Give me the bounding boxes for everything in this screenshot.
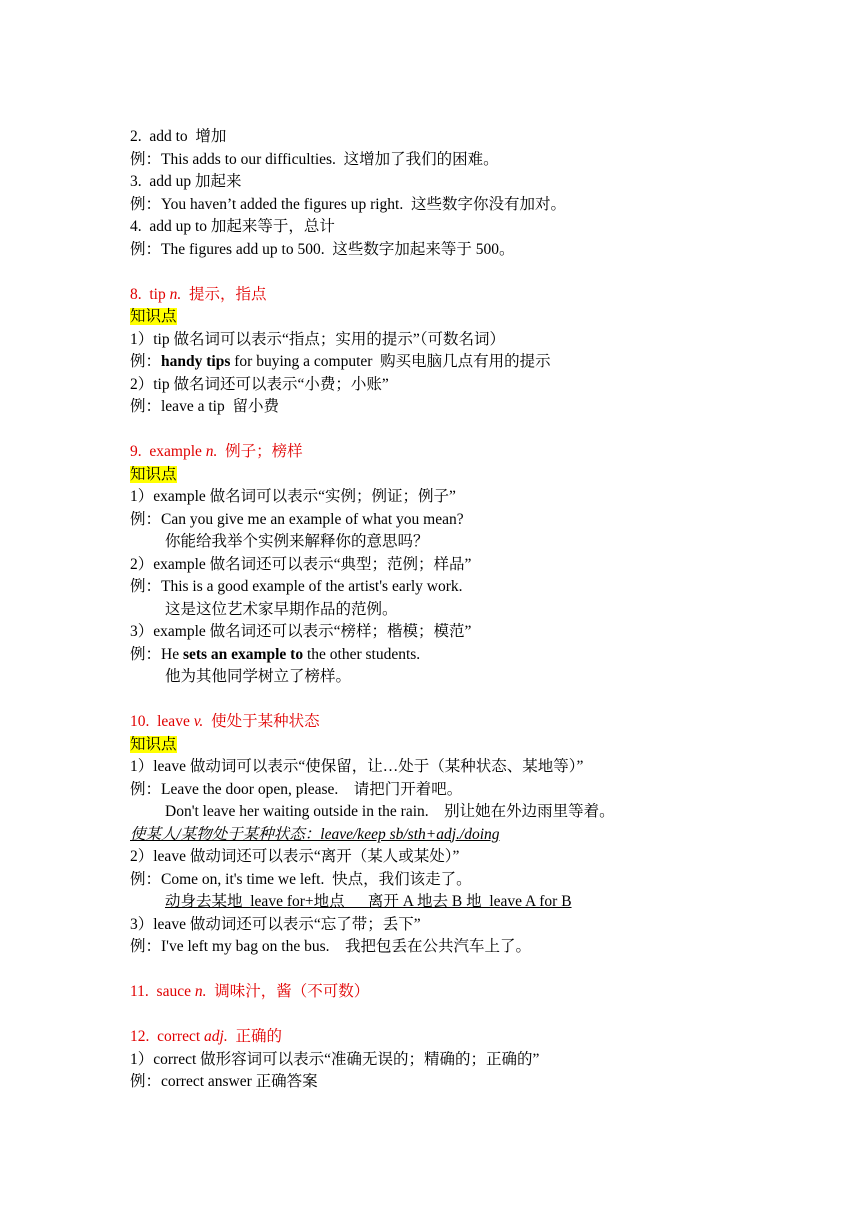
tip-example-1: [130, 351, 770, 374]
tip-sense-1: 1）tip 做名词可以表示“指点；实用的提示”（可数名词）: [130, 330, 505, 348]
correct-heading-word: 12. correct: [130, 1028, 205, 1045]
spacer: [130, 261, 770, 284]
leave-phrase-note: 动身去某地 leave for+地点 离开 A 地去 B 地 leave A for B: [165, 893, 572, 910]
tip-heading-pos: n.: [169, 285, 182, 303]
spacer: [130, 689, 770, 712]
spacer: [130, 959, 770, 982]
example-example-2-translation: 这是这位艺术家早期作品的范例。: [165, 600, 398, 618]
spacer: [130, 419, 770, 442]
add-up-to-line: 4. add up to 加起来等于，总计: [130, 218, 335, 235]
leave-example-2: Don't leave her waiting outside in the rain. 别让她在外边雨里等着。: [165, 803, 615, 820]
document-page: [130, 126, 770, 1094]
leave-sense-1: 1）leave 做动词可以表示“使保留，让…处于（某种状态、某地等）”: [130, 758, 584, 775]
example-sense-2: 2）example 做名词还可以表示“典型；范例；样品”: [130, 555, 472, 573]
sauce-heading-meaning: 调味汁，酱（不可数）: [206, 983, 370, 1000]
tip-heading-meaning: 提示，指点: [181, 285, 267, 303]
correct-heading: [130, 1026, 770, 1049]
add-to-line: 2. add to 增加: [130, 128, 227, 145]
leave-pattern-note: 使某人/某物处于某种状态：leave/keep sb/sth+adj./doing: [130, 825, 500, 843]
leave-heading-pos: v.: [193, 713, 204, 730]
example-sense-1: 1）example 做名词可以表示“实例；例证；例子”: [130, 488, 456, 505]
example-heading-meaning: 例子；榜样: [217, 443, 303, 460]
knowledge-point-label: 知识点: [130, 308, 177, 325]
example-example-3-translation: 他为其他同学树立了榜样。: [165, 668, 352, 685]
example-example-1-translation: 你能给我举个实例来解释你的意思吗？: [165, 533, 429, 550]
leave-heading-meaning: 使处于某种状态: [203, 713, 320, 730]
sauce-heading-pos: n.: [194, 983, 207, 1000]
tip-example-1-bold: handy tips: [161, 353, 231, 370]
leave-heading: [130, 711, 770, 734]
add-up-example: 例：You haven’t added the figures up right. 这些数字你没有加对。: [130, 195, 566, 213]
tip-heading: [130, 284, 770, 307]
sauce-heading: [130, 981, 770, 1004]
tip-example-1-prefix: 例：: [130, 353, 162, 370]
example-example-3-rest: the other students.: [303, 645, 421, 663]
example-heading-word: 9. example: [130, 443, 206, 460]
leave-sense-2: 2）leave 做动词还可以表示“离开（某人或某处）”: [130, 848, 460, 865]
tip-example-1-rest: for buying a computer 购买电脑几点有用的提示: [230, 353, 551, 370]
leave-example-4: 例：I've left my bag on the bus. 我把包丢在公共汽车上了。: [130, 938, 532, 955]
example-example-2: 例：This is a good example of the artist's early work.: [130, 578, 463, 595]
example-heading-pos: n.: [205, 443, 218, 460]
add-up-to-example: 例：The figures add up to 500. 这些数字加起来等于 500。: [130, 240, 515, 258]
example-example-3: [130, 644, 770, 667]
leave-sense-3: 3）leave 做动词还可以表示“忘了带；丢下”: [130, 915, 421, 933]
correct-heading-meaning: 正确的: [227, 1028, 282, 1045]
example-example-3-bold: sets an example to: [182, 645, 304, 663]
correct-sense-1: 1）correct 做形容词可以表示“准确无误的；精确的；正确的”: [130, 1050, 540, 1068]
knowledge-point-label: 知识点: [130, 735, 177, 753]
correct-example-1: 例：correct answer 正确答案: [130, 1073, 318, 1090]
spacer: [130, 1004, 770, 1027]
leave-example-1: 例：Leave the door open, please. 请把门开着吧。: [130, 780, 463, 798]
add-to-example: 例：This adds to our difficulties. 这增加了我们的困难。: [130, 150, 499, 168]
example-heading: [130, 441, 770, 464]
sauce-heading-word: 11. sauce: [130, 983, 195, 1000]
knowledge-point-label: 知识点: [130, 465, 177, 483]
add-up-line: 3. add up 加起来: [130, 173, 242, 190]
tip-example-2: 例：leave a tip 留小费: [130, 398, 279, 415]
correct-heading-pos: adj.: [204, 1028, 228, 1045]
example-sense-3: 3）example 做名词还可以表示“榜样；楷模；模范”: [130, 623, 472, 640]
example-example-3-prefix: 例：He: [130, 645, 183, 663]
tip-heading-word: 8. tip: [130, 285, 170, 303]
example-example-1: 例：Can you give me an example of what you mean?: [130, 510, 464, 528]
leave-heading-word: 10. leave: [130, 713, 194, 730]
leave-example-3: 例：Come on, it's time we left. 快点，我们该走了。: [130, 870, 472, 888]
tip-sense-2: 2）tip 做名词还可以表示“小费；小账”: [130, 375, 389, 393]
